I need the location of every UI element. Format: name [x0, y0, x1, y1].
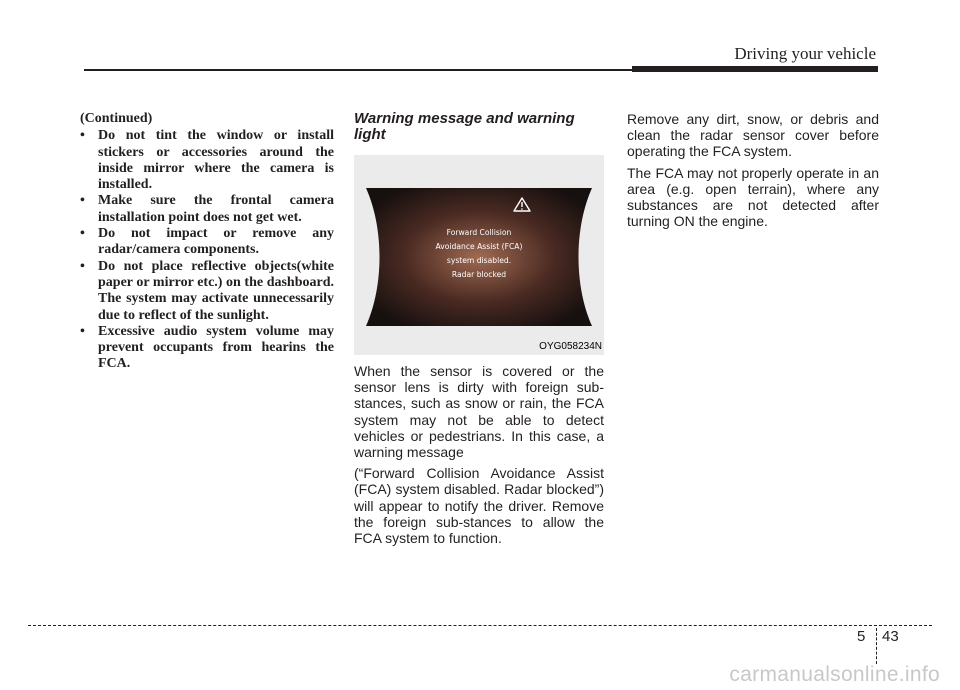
- cluster-figure: [354, 155, 604, 355]
- subsection-heading: Warning message and warning light: [354, 110, 575, 143]
- display-line: Forward Collision: [446, 228, 512, 237]
- column-middle: [354, 111, 604, 546]
- cluster-display: [366, 188, 592, 326]
- list-item: • Excessive audio system volume may prevent occupants from hearins the FCA.: [80, 324, 334, 373]
- list-item: • Do not tint the window or install stickers or accessories around the inside mirror where the camera is installed.: [80, 128, 334, 193]
- column-right: [627, 111, 879, 234]
- figure-caption: OYG058234N: [539, 341, 602, 352]
- watermark: carmanualsonline.info: [729, 663, 940, 686]
- display-line: Radar blocked: [451, 270, 507, 279]
- continued-label: (Continued): [80, 111, 153, 126]
- column-left: [80, 111, 334, 373]
- list-item: • Make sure the frontal camera installation point does not get wet.: [80, 193, 334, 226]
- list-item: • Do not place reflective objects(white paper or mirror etc.) on the dashboard. The system may activate unnecessarily due to reflect of the sunlight.: [80, 259, 334, 324]
- footer-rule: [28, 625, 932, 626]
- body-paragraph: When the sensor is covered or the sensor lens is dirty with foreign sub-stances, such as snow or rain, the FCA system may not be able to detect vehicles or pedestrians. In this case, a warning message: [354, 363, 604, 461]
- body-paragraph: The FCA may not properly operate in an area (e.g. open terrain), where any substances are not detected after turning ON the engine.: [627, 164, 879, 230]
- section-title: Driving your vehicle: [734, 44, 876, 63]
- header-rule-accent: [632, 66, 878, 72]
- body-paragraph: (“Forward Collision Avoidance Assist (FCA) system disabled. Radar blocked”) will appear to notify the driver. Remove the foreign sub-stances to allow the FCA system to function.: [354, 465, 604, 547]
- body-paragraph: Remove any dirt, snow, or debris and clean the radar sensor cover before operating the FCA system.: [627, 111, 879, 160]
- page-separator: [876, 628, 877, 664]
- caution-list: [80, 128, 334, 372]
- display-line: Avoidance Assist (FCA): [435, 242, 523, 251]
- list-item: • Do not impact or remove any radar/camera components.: [80, 226, 334, 259]
- chapter-number: 5: [857, 628, 866, 645]
- display-line: system disabled.: [446, 256, 512, 265]
- page-number: 43: [882, 628, 899, 645]
